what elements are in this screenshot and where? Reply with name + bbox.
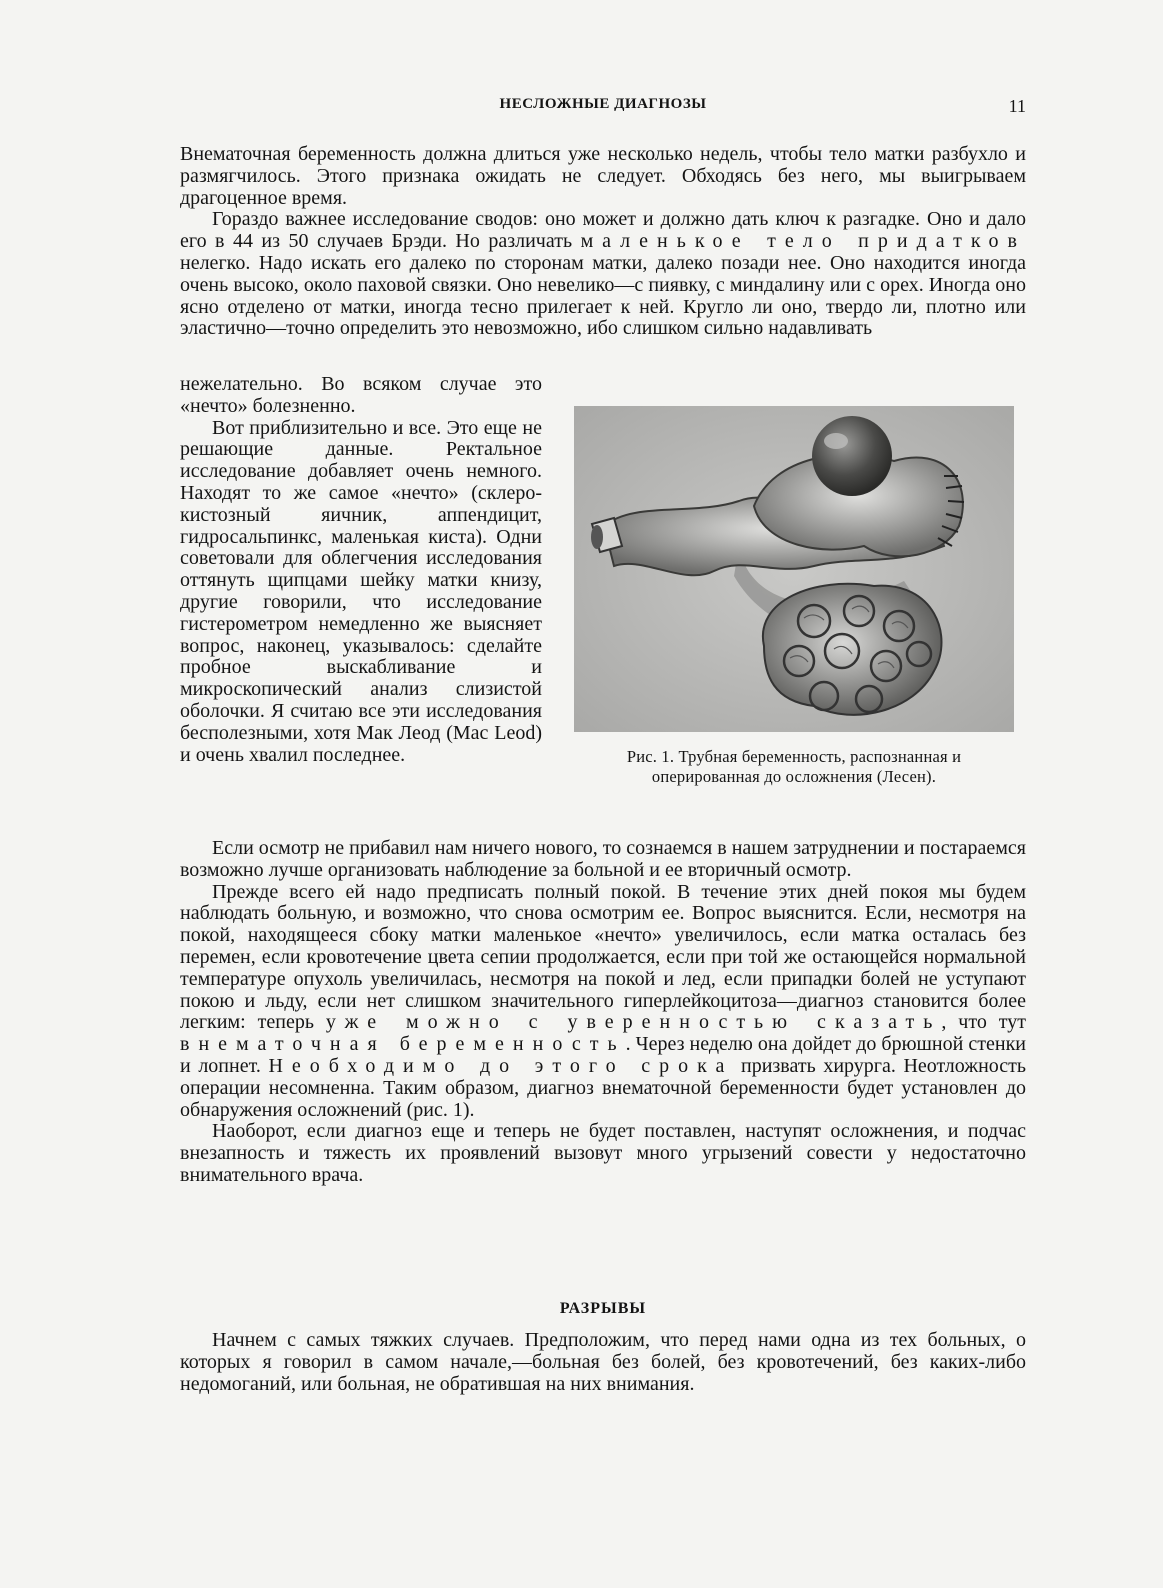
paragraph-5-part-b: , что тут xyxy=(941,1011,1026,1034)
figure-1 xyxy=(574,406,1014,787)
paragraph-2 xyxy=(180,209,1026,340)
section-title: РАЗРЫВЫ xyxy=(559,1300,647,1317)
paragraph-5 xyxy=(180,882,1026,1122)
top-text-block xyxy=(180,144,1026,340)
bottom-text-block xyxy=(180,838,1026,1187)
left-column xyxy=(180,374,542,766)
paragraph-5-part-c: . Через неделю она дойдет до брюшной стенки и лопнет. xyxy=(180,1033,1026,1077)
paragraph-5-part-a: Прежде всего ей надо предписать полный покой. В течение этих дней покоя мы будем наблюдать больную, и возможно, что снова осмотрим ее. Вопрос выяснится. Если, несмотря на покой, находящееся сбоку матки маленькое «нечто» увеличилось, если матка осталась без перемен, если кровотечение цвета сепии продолжается, если при той же остающейся нормальной температуре опухоль увеличилась, несмотря на покой и лед, если припадки болей не уступают покою и льду, если нет слишком значительного гиперлейкоцитоза—диагноз становится более легким: теперь xyxy=(180,880,1026,1034)
paragraph-5-spaced-2: внематочная беременность xyxy=(180,1033,626,1056)
paragraph-3: Вот приблизительно и все. Это еще не решающие данные. Ректальное исследование добавляет очень немного. Находят то же самое «нечто» (склеро-кистозный яичник, аппендицит, гидросальпинкс, маленькая киста). Одни советовали для облегчения исследования оттянуть щипцами шейку матки книзу, другие говорили, что исследование гистерометром немедленно же выясняет вопрос, наконец, указывалось: сделайте пробное выскабливание и микроскопический анализ слизистой оболочки. Я считаю все эти исследования бесполезными, хотя Мак Леод (Mac Leod) и очень хвалил последнее. xyxy=(180,416,542,766)
paragraph-2-spaced: маленькое тело придатков xyxy=(580,230,1026,253)
paragraph-2-part-b: нелегко. Надо искать его далеко по сторонам матки, далеко позади нее. Оно находится иногда очень высоко, около паховой связки. Оно невелико—с пиявку, с миндалину или с орех. Иногда оно ясно отделено от матки, иногда тесно прилегает к ней. Кругло ли оно, твердо ли, плотно или эластично—точно определить это невозможно, ибо слишком сильно надавливать xyxy=(180,251,1026,340)
paragraph-4: Если осмотр не прибавил нам ничего нового, то сознаемся в нашем затруднении и постараемся возможно лучше организовать наблюдение за больной и ее вторичный осмотр. xyxy=(180,837,1026,881)
figure-caption: Рис. 1. Трубная беременность, распознанная и оперированная до осложнения (Лесен). xyxy=(626,747,962,786)
paragraph-2-part-a: Гораздо важнее исследование сводов: оно может и должно дать ключ к разгадке. Оно и дало его в 44 из 50 случаев Брэди. Но различать xyxy=(180,208,1026,253)
page-number: 11 xyxy=(1008,96,1026,116)
paragraph-1: Внематочная беременность должна длиться уже несколько недель, чтобы тело матки разбухло и размягчилось. Этого признака ожидать не следует. Обходясь без него, мы выигрываем драгоценное время. xyxy=(180,143,1026,209)
running-title: НЕСЛОЖНЫЕ ДИАГНОЗЫ xyxy=(499,96,707,112)
specimen-photo xyxy=(574,406,1014,732)
paragraph-7: Начнем с самых тяжких случаев. Предположим, что перед нами одна из тех больных, о которых я говорил в самом начале,—больная без болей, без кровотечений, без каких-либо недомоганий, или больная, не обратившая на них внимания. xyxy=(180,1329,1026,1395)
paragraph-5-spaced-1: уже можно с уверенностью сказать xyxy=(325,1011,942,1034)
section-text-block xyxy=(180,1330,1026,1395)
page-header xyxy=(180,96,1026,120)
paragraph-5-part-d: призвать хирурга. Неотложность операции несомненна. Таким образом, диагноз внематочной беременности будет установлен до обнаружения осложнений (рис. 1). xyxy=(180,1054,1027,1121)
paragraph-5-spaced-3: Необходимо до этого срока xyxy=(268,1054,734,1077)
paragraph-6: Наоборот, если диагноз еще и теперь не будет поставлен, наступят осложнения, и подчас внезапность и тяжесть их проявлений вызовут много угрызений совести у недостаточно внимательного врача. xyxy=(180,1120,1026,1186)
paragraph-2-end: нежелательно. Во всяком случае это «нечто» болезненно. xyxy=(180,373,542,417)
